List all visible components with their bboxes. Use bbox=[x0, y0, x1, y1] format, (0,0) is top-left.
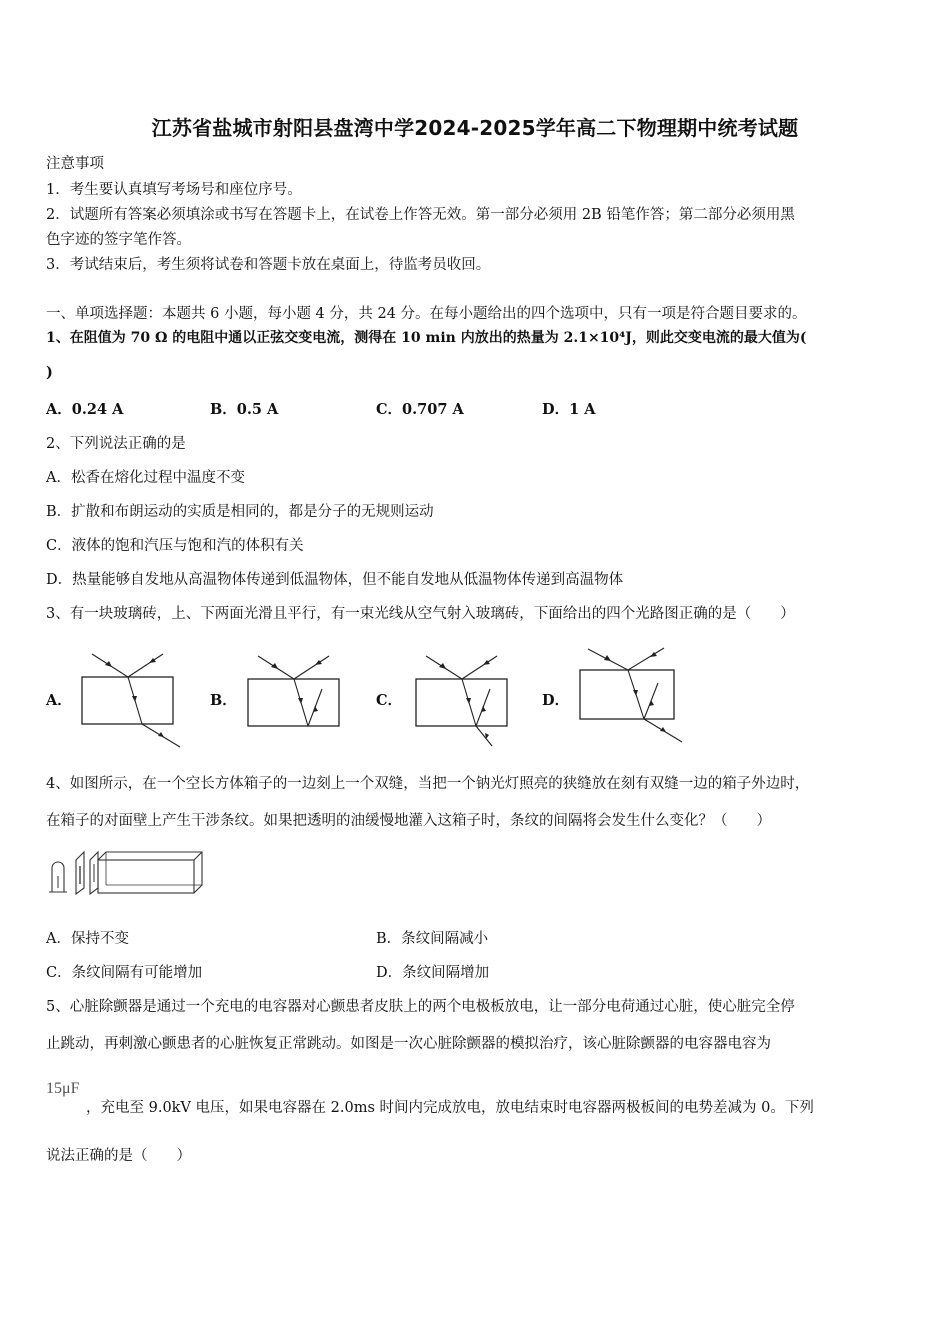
q2-option-d: D．热量能够自发地从高温物体传递到低温物体，但不能自发地从低温物体传递到高温物体 bbox=[46, 572, 624, 588]
q1-stem: 1、在阻值为 70 Ω 的电阻中通以正弦交变电流，测得在 10 min 内放出的热量为 2.1×10⁴J，则此交变电流的最大值为( bbox=[46, 330, 807, 346]
q3-diagram-d bbox=[576, 643, 686, 747]
q3-label-b: B． bbox=[210, 692, 237, 709]
notice-item: 1．考生要认真填写考场号和座位序号。 bbox=[46, 182, 302, 198]
q2-stem: 2、下列说法正确的是 bbox=[46, 436, 186, 452]
q1-option-d: D．1 A bbox=[542, 401, 596, 418]
q2-option-c: C．液体的饱和汽压与饱和汽的体积有关 bbox=[46, 538, 304, 554]
q3-diagram-c bbox=[412, 652, 522, 752]
section-heading: 一、单项选择题：本题共 6 小题，每小题 4 分，共 24 分。在每小题给出的四个选项中，只有一项是符合题目要求的。 bbox=[46, 306, 807, 322]
q3-label-c: C． bbox=[376, 692, 403, 709]
notice-item: 色字迹的签字笔作答。 bbox=[46, 232, 191, 248]
q3-stem: 3、有一块玻璃砖，上、下两面光滑且平行，有一束光线从空气射入玻璃砖，下面给出的四个光路图正确的是（ ） bbox=[46, 606, 795, 622]
q3-diagram-b bbox=[244, 652, 354, 752]
q3-diagram-a bbox=[78, 650, 188, 750]
q1-option-b: B．0.5 A bbox=[210, 401, 279, 418]
q1-option-c: C．0.707 A bbox=[376, 401, 464, 418]
q4-stem-cont: 在箱子的对面壁上产生干涉条纹。如果把透明的油缓慢地灌入这箱子时，条纹的间隔将会发生什么变化？（ ） bbox=[46, 813, 771, 829]
q4-box-diagram bbox=[44, 848, 204, 898]
q5-stem-cont: 止跳动，再刺激心颤患者的心脏恢复正常跳动。如图是一次心脏除颤器的模拟治疗，该心脏除颤器的电容器电容为 bbox=[46, 1036, 771, 1052]
q3-label-d: D． bbox=[542, 692, 570, 709]
q5-capacitance: 15μF bbox=[46, 1080, 80, 1097]
notice-item: 2．试题所有答案必须填涂或书写在答题卡上，在试卷上作答无效。第一部分必须用 2B 铅笔作答；第二部分必须用黑 bbox=[46, 207, 795, 223]
q4-option-c: C．条纹间隔有可能增加 bbox=[46, 965, 203, 981]
q1-stem-cont: ) bbox=[46, 364, 53, 381]
q4-option-d: D．条纹间隔增加 bbox=[376, 965, 490, 981]
q2-option-b: B．扩散和布朗运动的实质是相同的，都是分子的无规则运动 bbox=[46, 504, 434, 520]
q5-stem: 5、心脏除颤器是通过一个充电的电容器对心颤患者皮肤上的两个电极板放电，让一部分电荷通过心脏，使心脏完全停 bbox=[46, 999, 795, 1015]
q4-option-b: B．条纹间隔减小 bbox=[376, 931, 489, 947]
q5-stem-cont: 说法正确的是（ ） bbox=[46, 1148, 191, 1164]
q4-option-a: A．保持不变 bbox=[46, 931, 129, 947]
page-title: 江苏省盐城市射阳县盘湾中学2024-2025学年高二下物理期中统考试题 bbox=[151, 116, 799, 140]
q1-option-a: A．0.24 A bbox=[46, 401, 124, 418]
notice-item: 3．考试结束后，考生须将试卷和答题卡放在桌面上，待监考员收回。 bbox=[46, 257, 491, 273]
notice-heading: 注意事项 bbox=[46, 156, 104, 172]
q2-option-a: A．松香在熔化过程中温度不变 bbox=[46, 470, 245, 486]
q4-stem: 4、如图所示，在一个空长方体箱子的一边刻上一个双缝，当把一个钠光灯照亮的狭缝放在刻有双缝一边的箱子外边时， bbox=[46, 776, 810, 792]
q3-label-a: A． bbox=[46, 692, 72, 709]
q5-stem-cont: ，充电至 9.0kV 电压，如果电容器在 2.0ms 时间内完成放电，放电结束时电容器两极板间的电势差减为 0。下列 bbox=[86, 1100, 814, 1116]
